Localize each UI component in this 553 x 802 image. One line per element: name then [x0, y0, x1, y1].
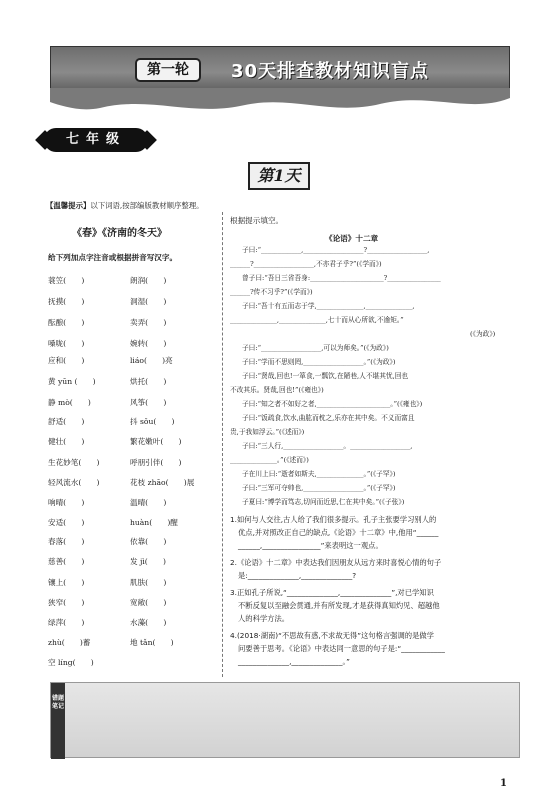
error-notes-area: [50, 682, 520, 758]
recitation-line: 子曰:“贤哉,回也!一箪食,一瓢饮,在陋巷,人不堪其忧,回也: [242, 372, 409, 380]
vocab-item: 慈善( ): [48, 557, 85, 566]
question-line: 2.《论语》十二章》中表达我们因朋友从远方来时喜悦心情的句子: [230, 558, 442, 567]
vocab-item: 生花妙笔( ): [48, 458, 100, 467]
vocab-item: 肌肤( ): [130, 578, 167, 587]
header-banner: [50, 46, 510, 94]
page-title: 30天排查教材知识盲点: [231, 61, 430, 82]
vocab-item: 抚摸( ): [48, 297, 85, 306]
vocab-item: 镶上( ): [48, 578, 85, 587]
recitation-line: ______________。”(《述而》): [230, 456, 309, 464]
recitation-line: 子曰:“吾十有五而志于学,______________,______________,: [242, 302, 415, 310]
vocab-item: 风筝( ): [130, 398, 167, 407]
question-line: 优点,并对照改正自己的缺点,《论语》十二章》中,他用“______: [238, 528, 439, 537]
recitation-line: 贵,于我如浮云。”(《述而》): [230, 428, 305, 436]
notes-label: 错题笔记: [52, 695, 65, 710]
tip-label: 【温馨提示】: [46, 201, 91, 210]
vocab-item: 响晴( ): [48, 498, 85, 507]
recitation-line: 子曰:“三军可夺帅也,__________________。”(《子罕》): [242, 484, 396, 492]
vocab-item: 蓑笠( ): [48, 276, 85, 285]
vocab-item: 朗润( ): [130, 276, 167, 285]
recitation-line: ______?传不习乎?”(《学而》): [230, 288, 313, 296]
vocab-item: 依靠( ): [130, 537, 167, 546]
recitation-line: 子曰:“学而不思则罔,__________________。”(《为政》): [242, 358, 396, 366]
tip-text: 以下词语,按部编版教材顺序整理。: [90, 201, 204, 210]
right-section-title: 《论语》十二章: [325, 234, 379, 243]
question-line: ______________,______________。”: [238, 657, 350, 666]
right-instruction: 根据提示填空。: [230, 216, 284, 225]
vocab-item: 狭窄( ): [48, 598, 85, 607]
notes-tab: [51, 683, 65, 759]
vocab-item: 烘托( ): [130, 377, 167, 386]
recitation-line: 子曰:“____________,__________________?__________________,: [242, 246, 430, 254]
vocab-item: 婉转( ): [130, 339, 167, 348]
vocab-item: 应和( ): [48, 356, 85, 365]
question-line: 4.(2018·湖南)“不思故有惑,不求故无得”这句格言强调的是做学: [230, 631, 434, 640]
vocab-item: 轻风流水( ): [48, 478, 100, 487]
vocab-item: 抖 sǒu( ): [130, 417, 175, 426]
question-line: 人的科学方法。: [238, 614, 290, 623]
vocab-item: 花枝 zhāo( )展: [130, 478, 195, 487]
recitation-line: ______________,______________,七十而从心所欲,不逾矩。”: [230, 316, 404, 324]
recitation-line: ______?__________________,不亦君子乎?”(《学而》): [230, 260, 382, 268]
vocab-item: 卖弄( ): [130, 318, 167, 327]
question-line: 问要善于思考。《论语》中表达同一意思的句子是:“____________: [238, 644, 445, 653]
banner-torn-edge: [50, 88, 510, 118]
vocab-item: zhù( )蓄: [48, 638, 91, 647]
vocab-item: 洞湿( ): [130, 297, 167, 306]
vocab-item: 温晴( ): [130, 498, 167, 507]
vocab-item: 空 líng( ): [48, 658, 94, 667]
vocab-item: 呼朋引伴( ): [130, 458, 182, 467]
vocab-item: 安适( ): [48, 518, 85, 527]
recitation-line: 曾子曰:“吾日三省吾身:______________________?________________: [242, 274, 441, 282]
page-number: 1: [500, 778, 507, 789]
recitation-line: 子曰:“三人行,__________________。__________________,: [242, 442, 413, 450]
question-line: ______,________________”来表明这一观点。: [238, 541, 383, 550]
left-section-title: 《春》《济南的冬天》: [72, 228, 167, 239]
vocab-item: 舒适( ): [48, 417, 85, 426]
question-line: 不断反复以至融会贯通,并有所发现,才是获得真知灼见、超越他: [238, 601, 440, 610]
vocab-item: 春落( ): [48, 537, 85, 546]
recitation-line: (《为政》): [470, 330, 496, 338]
vocab-item: 繁花嫩叶( ): [130, 437, 182, 446]
vocab-item: liáo( )亮: [130, 356, 173, 365]
question-line: 3.正如孔子所说,“______________,______________”,对已学知识: [230, 588, 434, 597]
vocab-item: 绿萍( ): [48, 618, 85, 627]
tip-line: [46, 200, 204, 211]
recitation-line: 不改其乐。贤哉,回也!”(《雍也》): [230, 386, 324, 394]
vocab-item: 发 jì( ): [130, 557, 166, 566]
question-line: 1.如何与人交往,古人给了我们很多提示。孔子主张要学习别人的: [230, 515, 437, 524]
vocab-item: 地 tǎn( ): [130, 638, 174, 647]
recitation-line: 子曰:“知之者不如好之者,______________________。”(《雍也》): [242, 400, 423, 408]
recitation-line: 子曰:“饭疏食,饮水,曲肱而枕之,乐亦在其中矣。不义而富且: [242, 414, 415, 422]
vocab-item: 嗓咙( ): [48, 339, 85, 348]
grade-badge: 七年级(上): [44, 128, 148, 152]
vocab-item: 黄 yūn ( ): [48, 377, 96, 386]
column-divider: [222, 212, 223, 677]
left-instruction: 给下列加点字注音或根据拼音写汉字。: [48, 253, 178, 262]
vocab-item: 水藻( ): [130, 618, 167, 627]
recitation-line: 子夏曰:“博学而笃志,切问而近思,仁在其中矣。”(《子张》): [242, 498, 405, 506]
vocab-item: 酝酿( ): [48, 318, 85, 327]
day-badge: 第1天: [248, 162, 310, 190]
vocab-item: huàn( )醒: [130, 518, 178, 527]
recitation-line: 子在川上曰:“逝者如斯夫,______________。”(《子罕》): [242, 470, 396, 478]
round-badge: 第一轮: [135, 58, 201, 82]
recitation-line: 子曰:“__________________,可以为师矣。”(《为政》): [242, 344, 389, 352]
vocab-item: 静 mò( ): [48, 398, 91, 407]
vocab-item: 宽敞( ): [130, 598, 167, 607]
question-line: 是:______________,______________?: [238, 571, 357, 580]
vocab-item: 健壮( ): [48, 437, 85, 446]
